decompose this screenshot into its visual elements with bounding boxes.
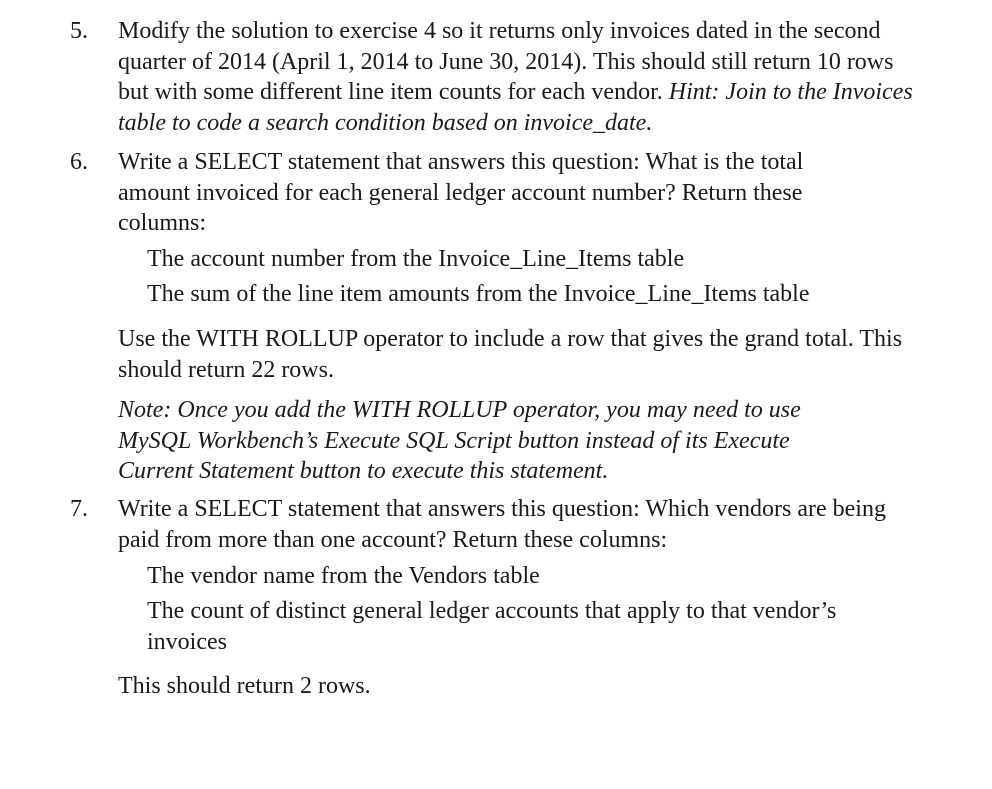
exercise-number: 7. <box>70 496 88 522</box>
column-item: The account number from the Invoice_Line_Items table <box>147 246 685 272</box>
exercise-number: 5. <box>70 18 88 44</box>
exercise-number: 6. <box>70 149 88 175</box>
exercise-followup: This should return 2 rows. <box>118 673 371 699</box>
exercise-text: Write a SELECT statement that answers this question: Which vendors are being paid from more than one account? Return these columns: <box>118 496 886 553</box>
exercise-followup: Use the WITH ROLLUP operator to include a row that gives the grand total. This should return 22 rows. <box>118 326 903 383</box>
exercise-hint: Hint: Join to the Invoices table to code a search condition based on invoice_date. <box>118 79 913 136</box>
exercise-note: Note: Once you add the WITH ROLLUP operator, you may need to use MySQL Workbench’s Execute SQL Script button instead of its Execute Current Statement button to execute this statement. <box>118 397 801 484</box>
column-item: The count of distinct general ledger accounts that apply to that vendor’s invoices <box>147 598 837 655</box>
exercise-text: Write a SELECT statement that answers this question: What is the total amount invoiced for each general ledger account number? Return these columns: <box>118 149 804 236</box>
column-item: The vendor name from the Vendors table <box>147 563 540 589</box>
column-item: The sum of the line item amounts from the Invoice_Line_Items table <box>147 281 810 307</box>
exercise-text: Modify the solution to exercise 4 so it returns only invoices dated in the second quarter of 2014 (April 1, 2014 to June 30, 2014). This should still return 10 rows but with some different line item counts for each vendor. <box>118 18 894 105</box>
